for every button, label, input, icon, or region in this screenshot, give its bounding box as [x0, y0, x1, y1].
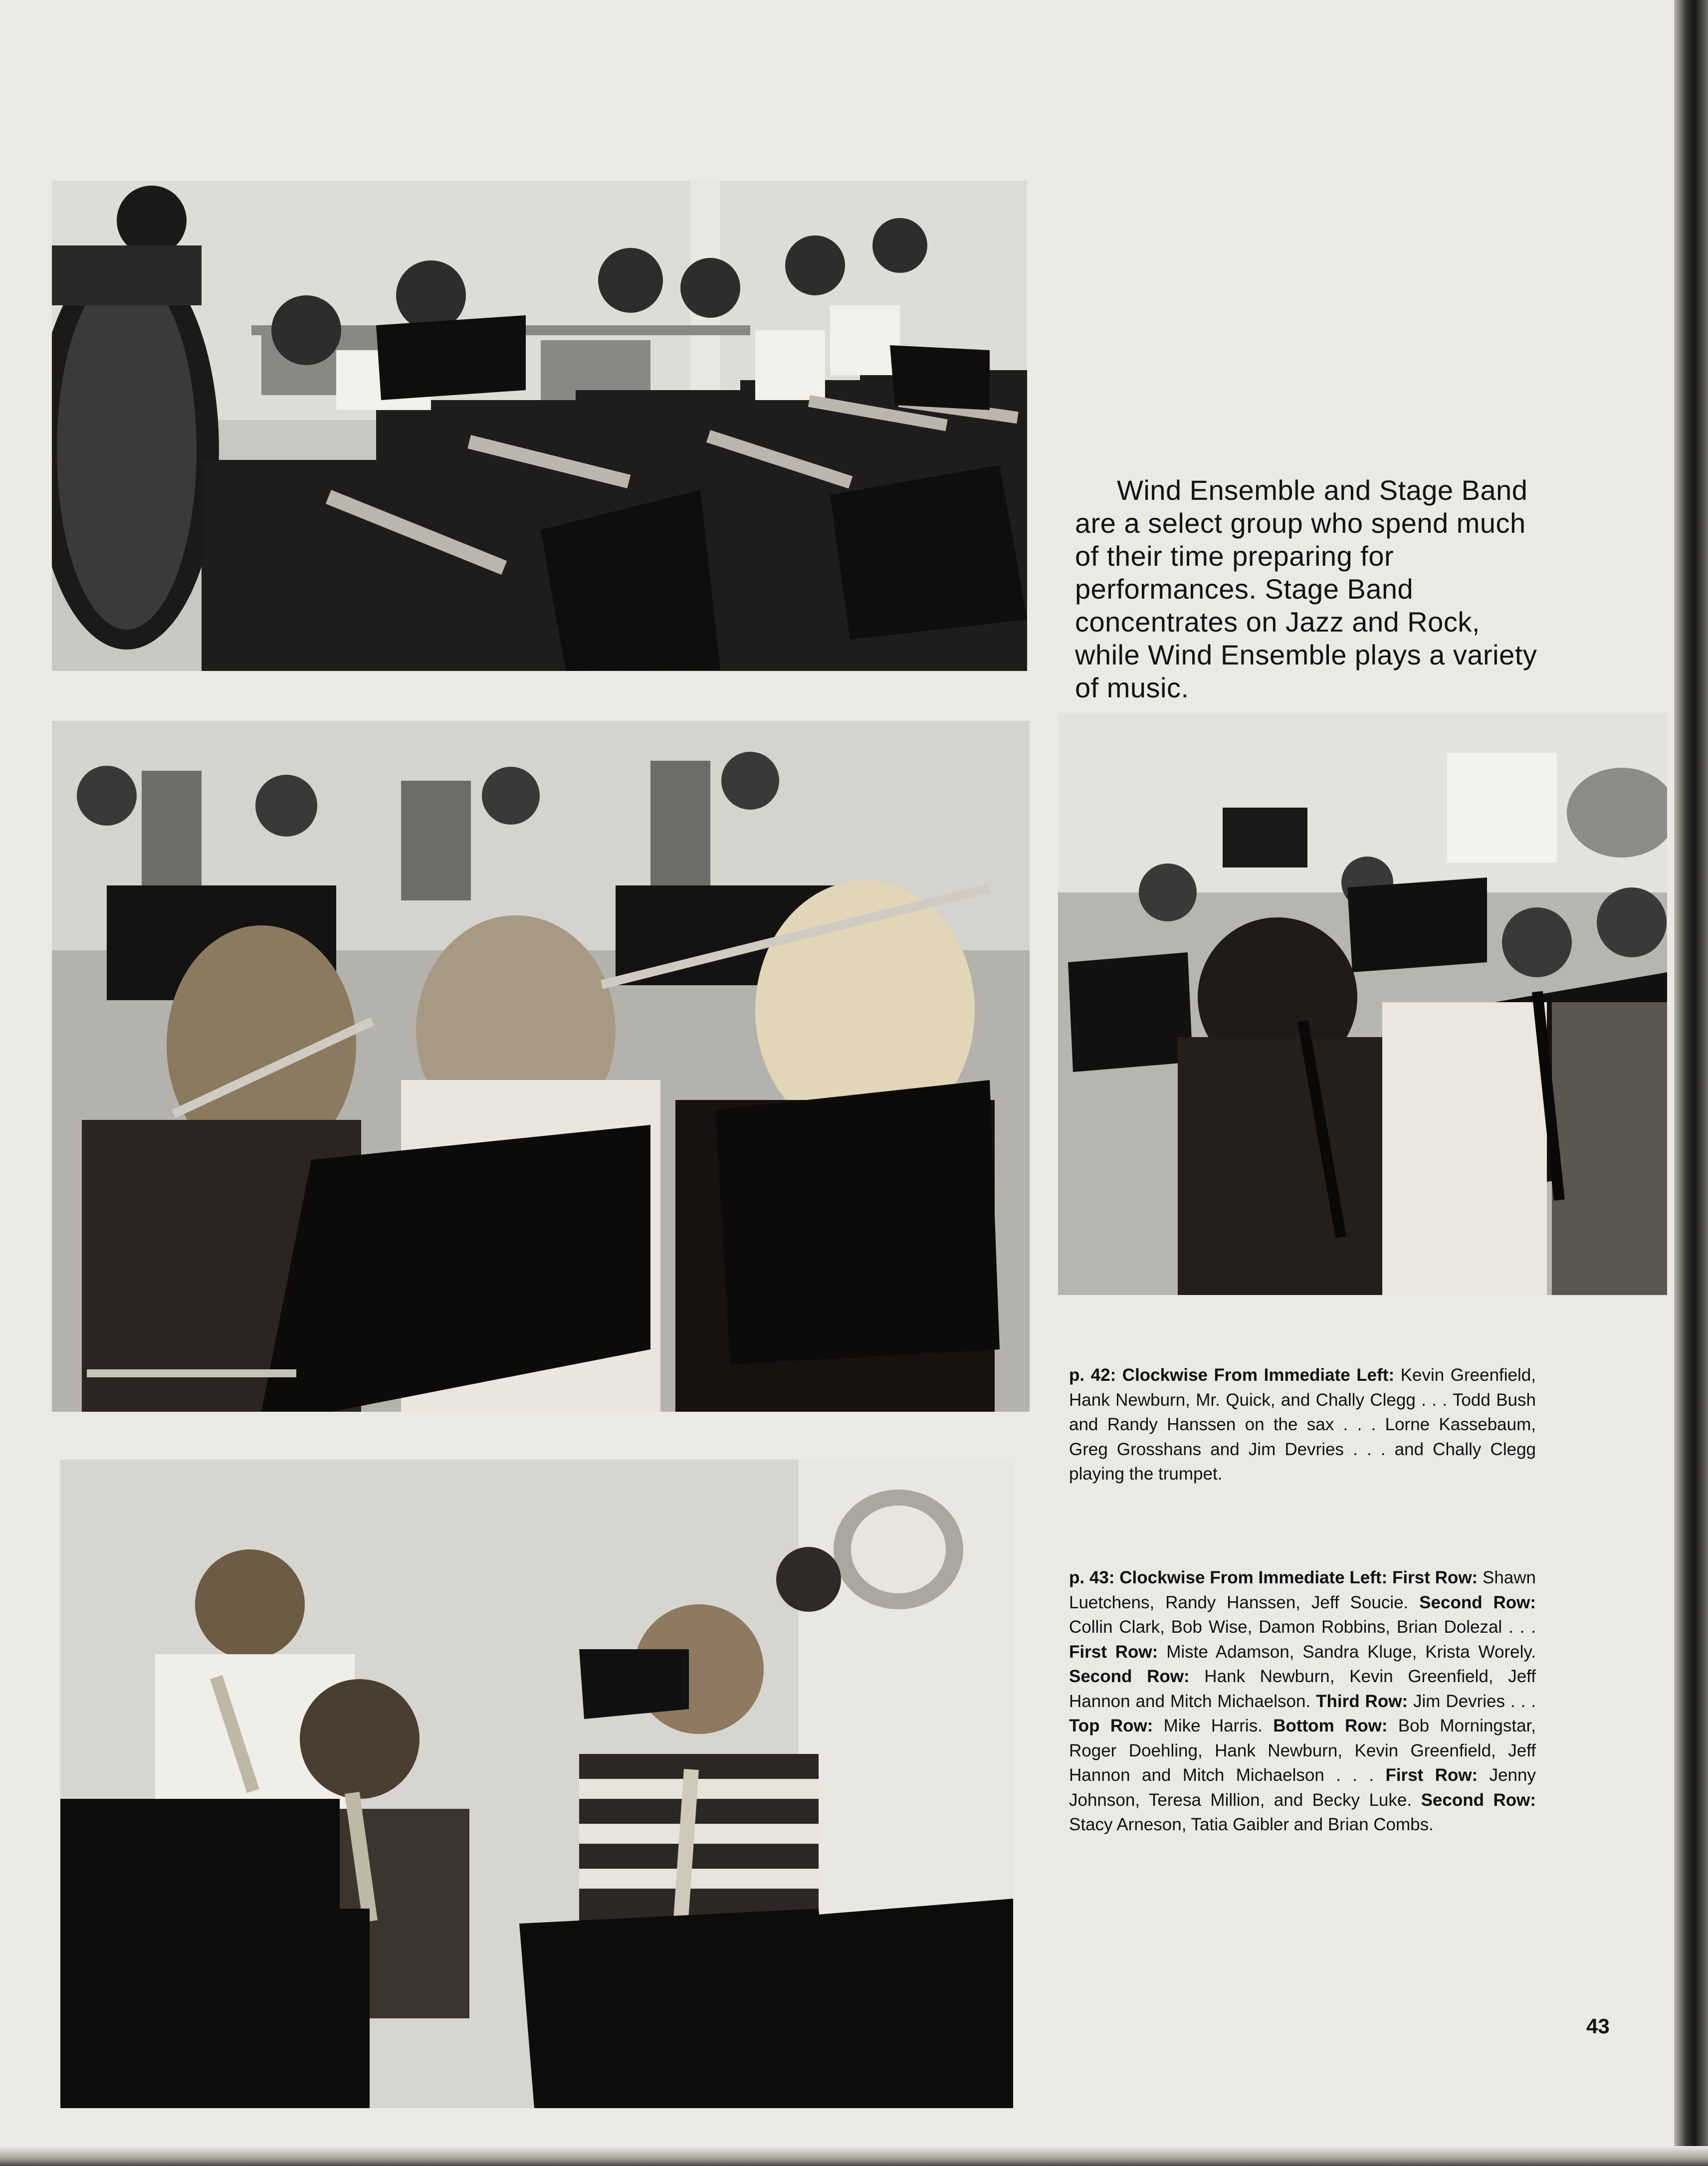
row-label: First Row:	[1385, 1765, 1478, 1785]
row-names: Jenny Johnson, Teresa Million, and Becky Luke.	[1069, 1765, 1536, 1810]
photo-clarinet-section	[1058, 713, 1667, 1295]
row-label: Bottom Row:	[1273, 1716, 1388, 1735]
caption-heading: p. 43: Clockwise From Immediate Left:	[1069, 1568, 1388, 1587]
row-label: Second Row:	[1419, 1592, 1536, 1612]
row-names: Miste Adamson, Sandra Kluge, Krista Worely.	[1158, 1642, 1536, 1662]
row-label: First Row:	[1069, 1642, 1158, 1662]
row-names: Mike Harris.	[1153, 1716, 1274, 1735]
page-binding-edge	[1674, 0, 1708, 2166]
row-names: Jim Devries . . .	[1408, 1691, 1536, 1711]
photo-saxophone-section	[60, 1460, 1013, 2108]
photo-trumpet-section	[52, 181, 1027, 671]
page-bottom-edge	[0, 2146, 1708, 2166]
row-names: Stacy Arneson, Tatia Gaibler and Brian Combs.	[1069, 1815, 1434, 1834]
row-label: Third Row:	[1316, 1691, 1408, 1711]
row-label: Top Row:	[1069, 1716, 1153, 1735]
row-names: Shawn Luetchens, Randy Hanssen, Jeff Soucie.	[1069, 1568, 1536, 1612]
caption-page-43	[1069, 1565, 1536, 1837]
caption-heading: p. 42: Clockwise From Immediate Left:	[1069, 1365, 1395, 1385]
page-number: 43	[1586, 2014, 1610, 2038]
caption-body: Kevin Greenfield, Hank Newburn, Mr. Quick, and Chally Clegg . . . Todd Bush and Randy Hanssen on the sax . . . Lorne Kassebaum, Greg Grosshans and Jim Devries . . . and Chally Clegg playing the trumpet.	[1069, 1365, 1536, 1484]
caption-page-42	[1069, 1363, 1536, 1487]
intro-paragraph: Wind Ensemble and Stage Band are a select group who spend much of their time preparing for performances. Stage Band concentrates on Jazz and Rock, while Wind Ensemble plays a variety of music.	[1075, 474, 1537, 703]
row-names: Collin Clark, Bob Wise, Damon Robbins, Brian Dolezal . . .	[1069, 1617, 1536, 1637]
photo-flute-section	[52, 721, 1030, 1412]
row-names: Bob Morningstar, Roger Doehling, Hank Newburn, Kevin Greenfield, Jeff Hannon and Mitch Michaelson . . .	[1069, 1716, 1536, 1785]
row-names: Hank Newburn, Kevin Greenfield, Jeff Hannon and Mitch Michaelson.	[1069, 1667, 1536, 1711]
row-label: Second Row:	[1069, 1667, 1190, 1686]
row-label: First Row:	[1392, 1568, 1478, 1587]
row-label: Second Row:	[1421, 1790, 1536, 1810]
